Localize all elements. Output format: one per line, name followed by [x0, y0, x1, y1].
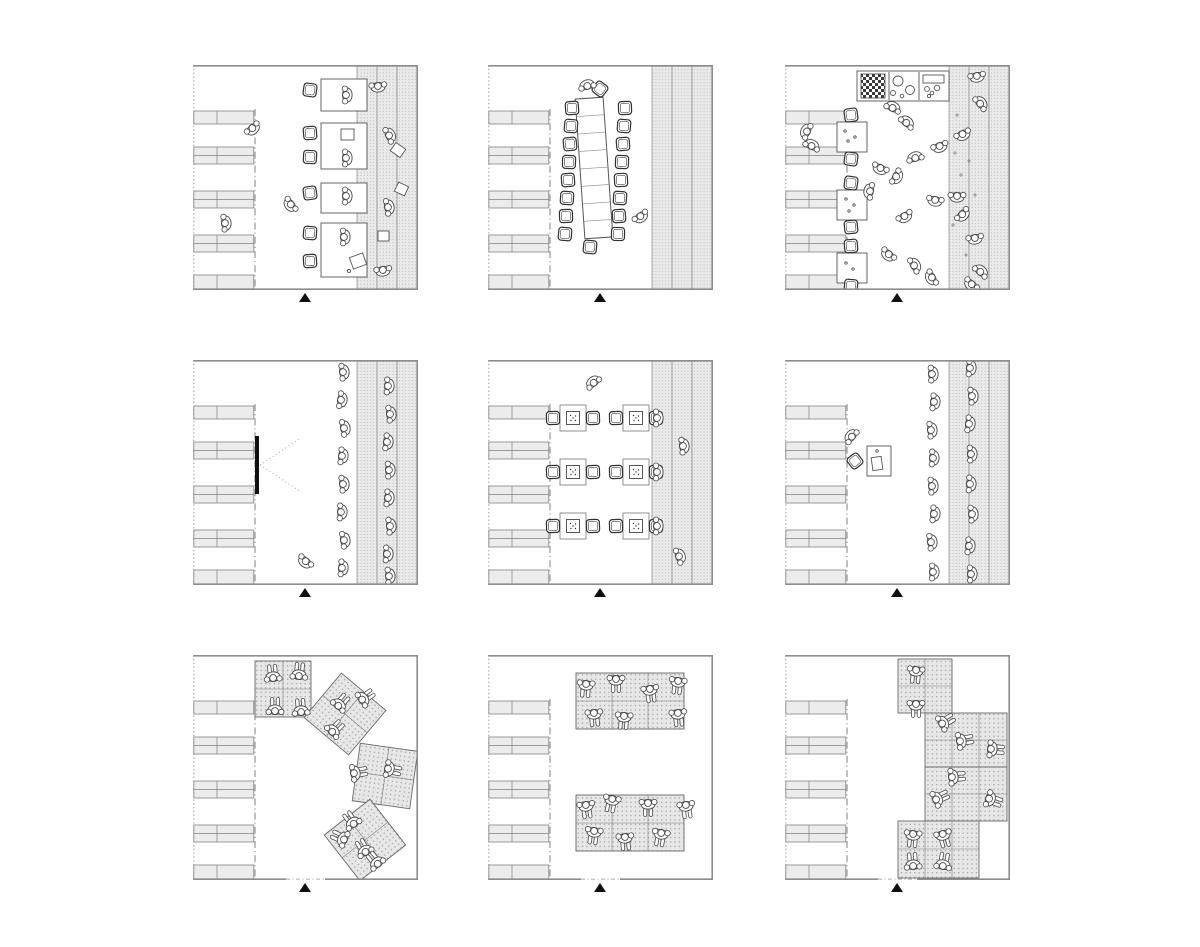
- chair: [846, 452, 864, 470]
- projection-screen: [255, 436, 259, 494]
- person-figure: [926, 533, 938, 552]
- plan-panel-mat-arc: [193, 655, 418, 880]
- fixture-circle: [854, 136, 856, 138]
- chair: [586, 411, 599, 424]
- plan-drawing-standing-event: [785, 360, 1010, 585]
- chair: [303, 254, 317, 268]
- person-figure: [930, 393, 941, 412]
- shelf-unit: [194, 570, 254, 584]
- plan-drawing-mat-arc: [193, 655, 418, 880]
- furniture-rect: [341, 129, 354, 140]
- plan-panel-mat-steps: [785, 655, 1010, 880]
- game-table: [546, 459, 599, 485]
- plan-panel-screen-presentation: [193, 360, 418, 585]
- person-figure: [897, 112, 917, 131]
- fixture-circle: [891, 91, 896, 96]
- entry-marker-triangle: [594, 883, 606, 892]
- chair: [844, 220, 858, 234]
- fixture-circle: [845, 262, 847, 264]
- chair: [562, 155, 575, 168]
- chair: [565, 101, 579, 115]
- chair: [303, 83, 318, 98]
- chair: [564, 119, 578, 133]
- person-figure: [338, 559, 349, 578]
- person-figure: [888, 167, 905, 187]
- shelf-unit: [194, 406, 254, 419]
- chair: [586, 465, 599, 478]
- chair: [844, 279, 858, 290]
- person-figure: [583, 372, 603, 391]
- person-figure: [905, 150, 925, 164]
- plan-panel-exercise-class: [488, 655, 713, 880]
- shelf-unit: [786, 570, 846, 584]
- chair: [844, 152, 859, 167]
- person-figure: [930, 505, 941, 524]
- chair: [563, 137, 577, 151]
- chair: [844, 176, 859, 191]
- chair: [303, 226, 317, 240]
- fixture-circle: [847, 140, 849, 142]
- plan-drawing-board-games: [488, 360, 713, 585]
- fixture-circle: [934, 85, 940, 91]
- person-figure: [922, 268, 939, 288]
- chair: [546, 411, 559, 424]
- shelf-unit: [489, 406, 549, 419]
- shelf-unit: [194, 865, 254, 879]
- long-table: [575, 97, 613, 239]
- chair: [559, 209, 572, 222]
- game-table: [546, 405, 599, 431]
- chair: [615, 155, 628, 168]
- stipple-mat: [304, 673, 386, 755]
- person-figure: [930, 140, 950, 155]
- fixture-circle: [893, 76, 903, 86]
- fixture-circle: [853, 204, 855, 206]
- fixture-circle: [927, 94, 930, 97]
- chair: [303, 150, 317, 164]
- person-figure: [339, 418, 352, 437]
- chair: [558, 227, 572, 241]
- person-figure: [336, 390, 348, 409]
- chair: [609, 465, 622, 478]
- chair: [609, 519, 622, 532]
- person-figure: [929, 449, 939, 467]
- plan-drawing-exercise-class: [488, 655, 713, 880]
- fixture-circle: [925, 87, 930, 92]
- fixture-circle: [930, 91, 934, 95]
- furniture-rect: [837, 190, 867, 220]
- entry-marker-triangle: [299, 883, 311, 892]
- shelf-unit: [489, 570, 549, 584]
- furniture-rect: [871, 456, 883, 470]
- chair: [583, 240, 597, 254]
- plan-drawing-individual-desks: [193, 65, 418, 290]
- person-figure: [870, 161, 890, 177]
- fixture-circle: [900, 94, 904, 98]
- fixture-circle: [845, 198, 847, 200]
- entry-marker-triangle: [891, 293, 903, 302]
- person-figure: [295, 553, 315, 572]
- person-figure: [280, 195, 299, 215]
- fixture-circle: [848, 210, 850, 212]
- chair: [844, 239, 858, 253]
- furniture-rect: [923, 75, 944, 83]
- plan-panel-individual-desks: [193, 65, 418, 290]
- chair: [609, 411, 622, 424]
- chair: [613, 191, 627, 205]
- person-figure: [339, 475, 350, 494]
- stipple-mat: [898, 659, 952, 713]
- shelf-unit: [489, 111, 549, 124]
- plan-panel-standing-event: [785, 360, 1010, 585]
- plan-drawing-screen-presentation: [193, 360, 418, 585]
- person-figure: [928, 365, 938, 383]
- fixture-circle: [844, 130, 846, 132]
- plan-panel-conference-table: [488, 65, 713, 290]
- entry-marker-triangle: [891, 588, 903, 597]
- deck-stipple-band: [949, 360, 1010, 585]
- deck-stipple-band: [652, 65, 713, 290]
- shelf-unit: [786, 406, 846, 419]
- projection-beam-line: [260, 438, 301, 465]
- chair: [560, 191, 574, 205]
- shelf-unit: [786, 701, 846, 714]
- plan-panel-cooking-workshop: [785, 65, 1010, 290]
- person-figure: [929, 563, 939, 581]
- chair: [303, 126, 317, 140]
- shelf-unit: [194, 275, 254, 289]
- furniture-rect: [378, 231, 389, 241]
- person-figure: [337, 503, 347, 521]
- plan-drawing-cooking-workshop: [785, 65, 1010, 290]
- chair: [612, 209, 626, 223]
- person-figure: [927, 421, 938, 440]
- chair: [618, 101, 631, 114]
- fixture-circle: [347, 269, 350, 272]
- shelf-unit: [489, 701, 549, 714]
- fixture-circle: [852, 268, 854, 270]
- chair: [303, 186, 318, 201]
- chair: [616, 137, 630, 151]
- entry-marker-triangle: [891, 883, 903, 892]
- entry-marker-triangle: [594, 588, 606, 597]
- entry-marker-triangle: [299, 588, 311, 597]
- chair: [561, 173, 575, 187]
- chair: [617, 119, 631, 133]
- plan-drawing-mat-steps: [785, 655, 1010, 880]
- fixture-circle: [906, 86, 915, 95]
- plan-drawing-conference-table: [488, 65, 713, 290]
- shelf-unit: [786, 865, 846, 879]
- furniture-rect: [837, 122, 867, 152]
- entry-marker-triangle: [594, 293, 606, 302]
- person-figure: [906, 255, 923, 275]
- chair: [546, 465, 559, 478]
- plan-panel-board-games: [488, 360, 713, 585]
- shelf-unit: [194, 701, 254, 714]
- person-figure: [925, 195, 944, 208]
- shelf-unit: [489, 865, 549, 879]
- person-figure: [928, 477, 939, 495]
- entry-marker-triangle: [299, 293, 311, 302]
- chair: [614, 173, 628, 187]
- chair: [611, 227, 624, 240]
- shelf-unit: [489, 275, 549, 289]
- person-figure: [631, 208, 651, 226]
- game-table: [546, 513, 599, 539]
- person-figure: [895, 208, 915, 225]
- shelf-unit: [194, 111, 254, 124]
- chair: [586, 519, 599, 532]
- person-figure: [338, 447, 349, 466]
- person-figure: [221, 214, 232, 233]
- projection-beam-line: [260, 465, 301, 492]
- chair: [546, 519, 559, 532]
- grill-checker: [861, 74, 885, 98]
- person-figure: [339, 530, 351, 549]
- person-figure: [339, 363, 350, 382]
- person-figure: [878, 246, 898, 265]
- chair: [844, 108, 859, 123]
- fixture-circle: [876, 450, 879, 453]
